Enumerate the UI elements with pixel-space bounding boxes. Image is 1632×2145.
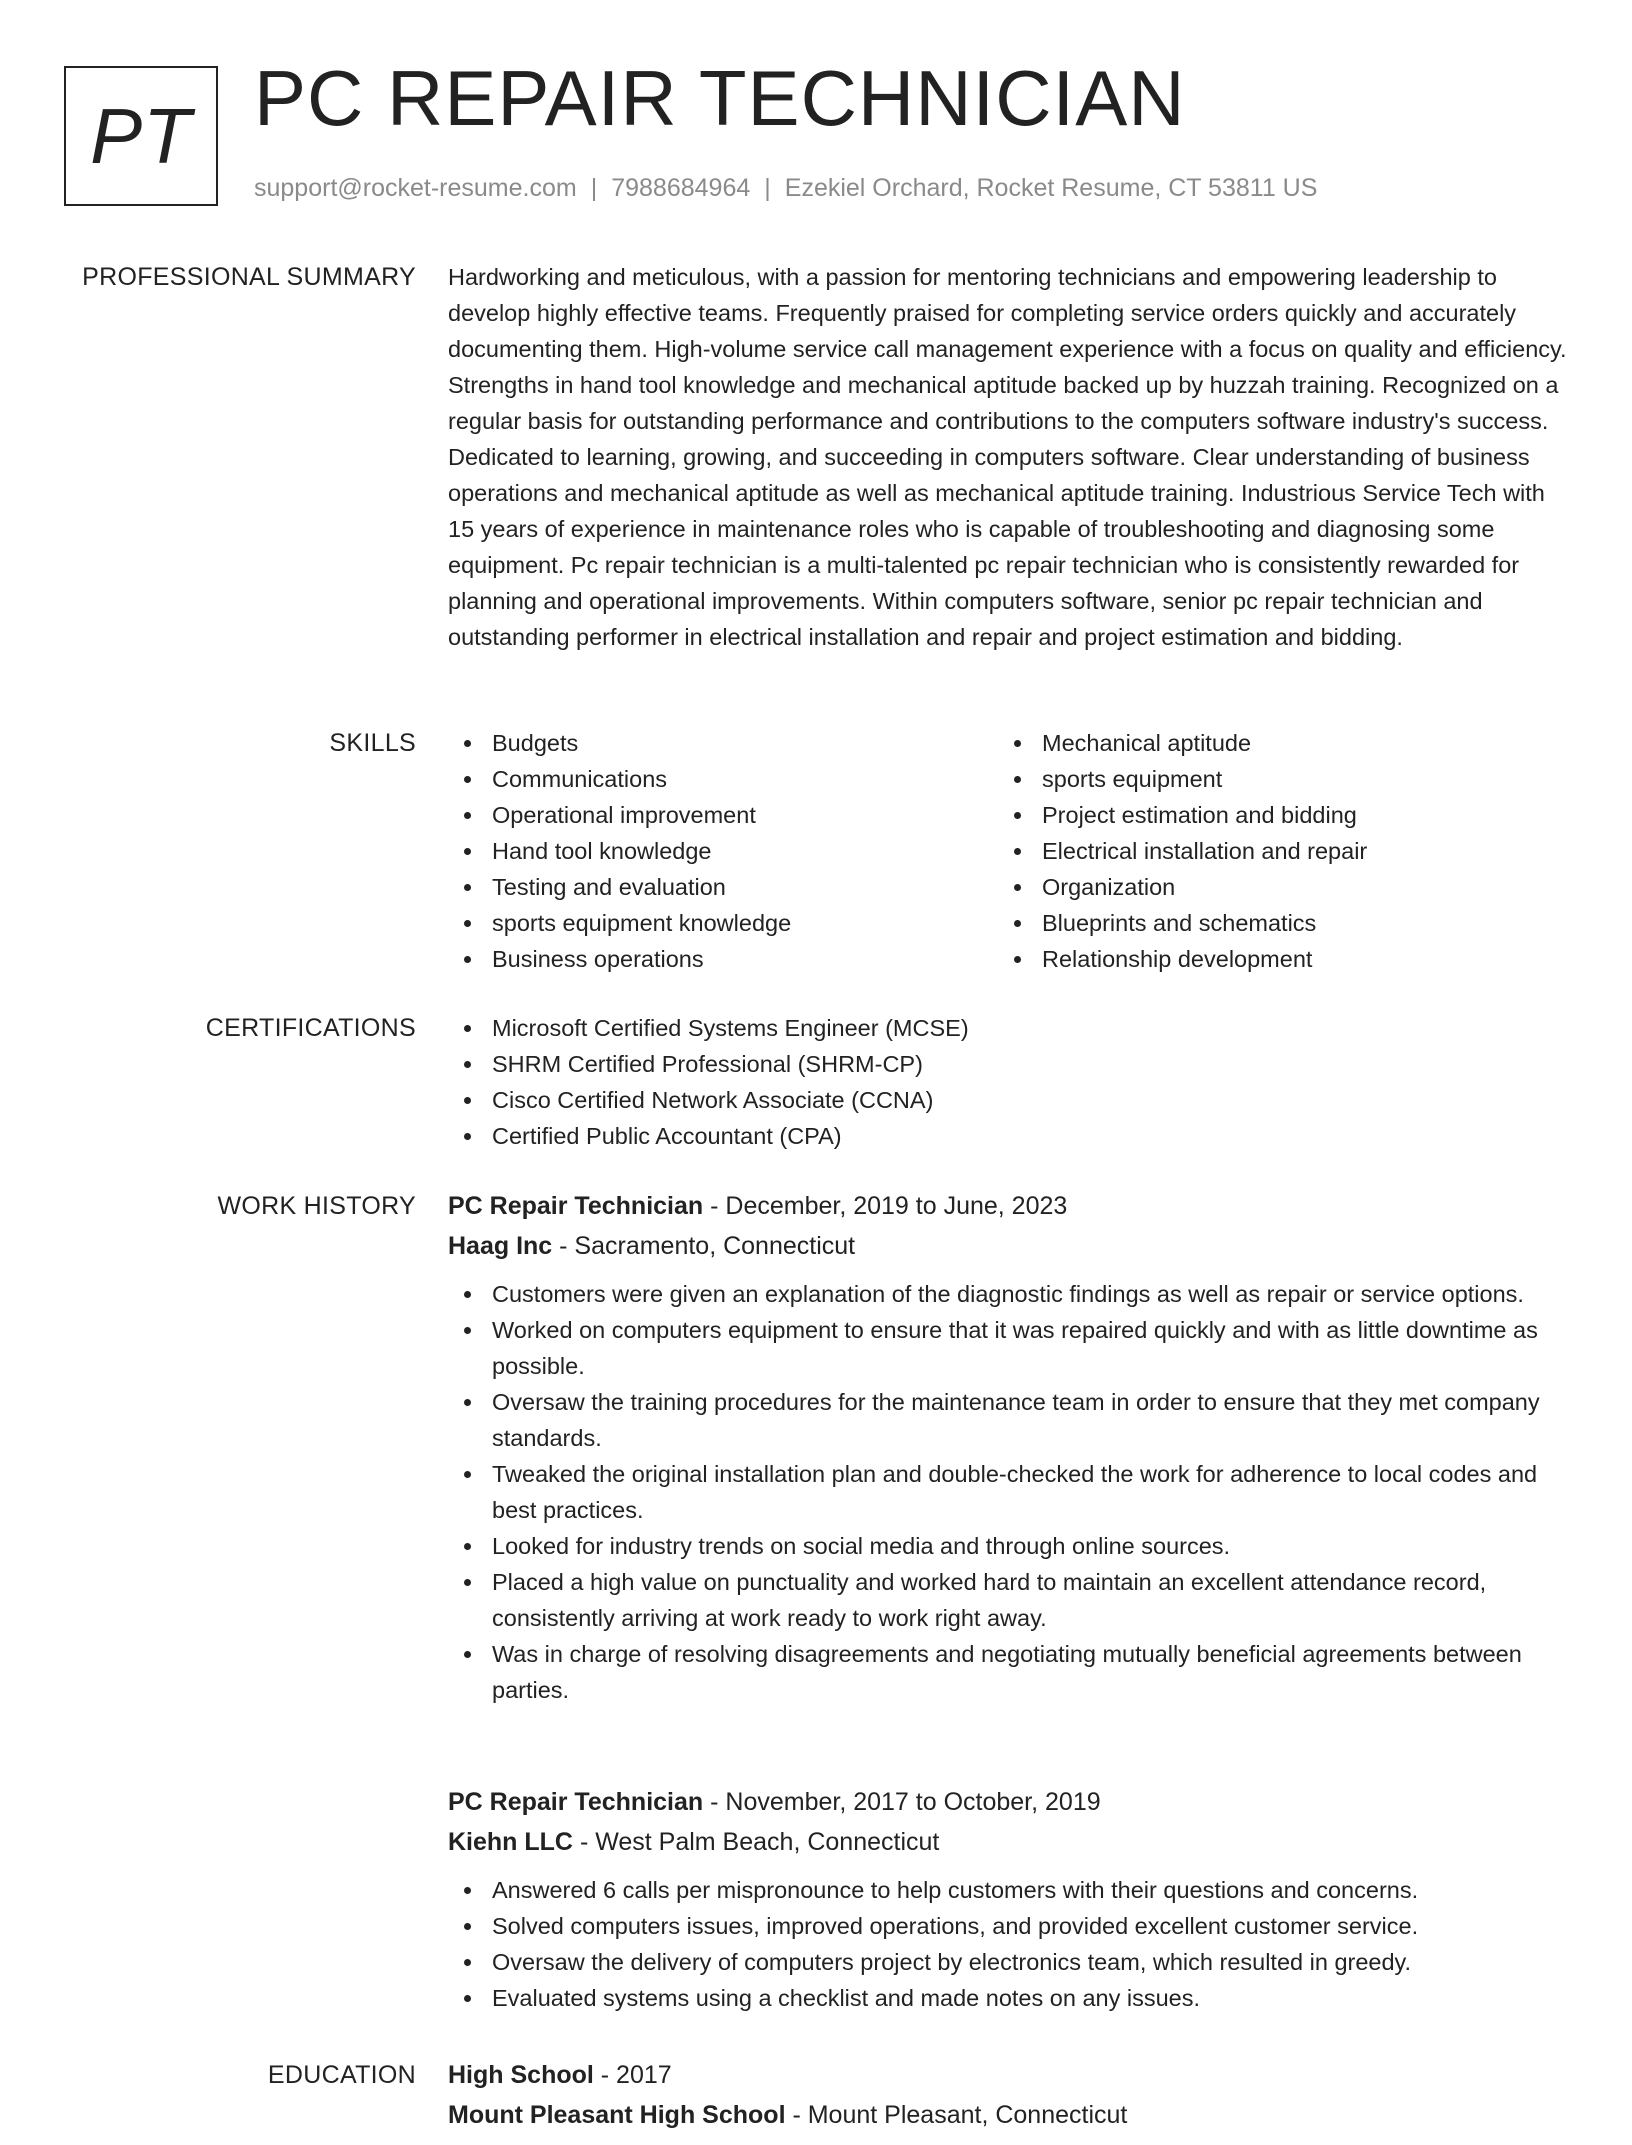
- skill-item: Testing and evaluation: [448, 869, 998, 905]
- job-duty-item: Evaluated systems using a checklist and made notes on any issues.: [448, 1980, 1568, 2016]
- skill-item: Project estimation and bidding: [998, 797, 1548, 833]
- skills-list-right: [998, 725, 1548, 977]
- skill-item: Budgets: [448, 725, 998, 761]
- job-duty-item: Placed a high value on punctuality and worked hard to maintain an excellent attendance record, consistently arriving at work ready to work right away.: [448, 1564, 1568, 1636]
- skill-item: Hand tool knowledge: [448, 833, 998, 869]
- skills-section: [448, 725, 1568, 977]
- summary-heading: PROFESSIONAL SUMMARY: [82, 263, 416, 291]
- job-title: PC Repair Technician: [448, 1192, 704, 1220]
- skills-list-left: [448, 725, 998, 977]
- skill-item: Operational improvement: [448, 797, 998, 833]
- job-company: Kiehn LLC: [448, 1828, 573, 1856]
- certifications-section: [448, 1010, 1568, 1154]
- education-section: [448, 2055, 1568, 2145]
- job-duties-list: [448, 1276, 1568, 1708]
- job-location: - Sacramento, Connecticut: [552, 1232, 856, 1260]
- job-dates: - November, 2017 to October, 2019: [703, 1788, 1101, 1816]
- education-school-line: [448, 2095, 1568, 2135]
- contact-email[interactable]: support@rocket-resume.com: [254, 174, 577, 202]
- certifications-heading: CERTIFICATIONS: [205, 1014, 416, 1042]
- skill-item: Business operations: [448, 941, 998, 977]
- job-duty-item: Answered 6 calls per mispronounce to help customers with their questions and concerns.: [448, 1872, 1568, 1908]
- certification-item: Cisco Certified Network Associate (CCNA): [448, 1082, 1568, 1118]
- skills-heading: SKILLS: [329, 729, 416, 757]
- skill-item: Organization: [998, 869, 1548, 905]
- skill-item: sports equipment knowledge: [448, 905, 998, 941]
- certifications-list: [448, 1010, 1568, 1154]
- job-duties-list: [448, 1872, 1568, 2016]
- summary-text: Hardworking and meticulous, with a passion for mentoring technicians and empowering leadership to develop highly effective teams. Frequently praised for completing service orders quickly and accurately documenting them. High-volume service call management experience with a focus on quality and efficiency. Strengths in hand tool knowledge and mechanical aptitude backed up by huzzah training. Recognized on a regular basis for outstanding performance and contributions to the computers software industry's success. Dedicated to learning, growing, and succeeding in computers software. Clear understanding of business operations and mechanical aptitude as well as mechanical aptitude training. Industrious Service Tech with 15 years of experience in maintenance roles who is capable of troubleshooting and diagnosing some equipment. Pc repair technician is a multi-talented pc repair technician who is consistently rewarded for planning and operational improvements. Within computers software, senior pc repair technician and outstanding performer in electrical installation and repair and project estimation and bidding.: [448, 264, 1567, 650]
- certification-item: SHRM Certified Professional (SHRM-CP): [448, 1046, 1568, 1082]
- monogram-logo: [64, 66, 218, 206]
- job-company-line: [448, 1226, 1568, 1266]
- skill-item: Mechanical aptitude: [998, 725, 1548, 761]
- contact-separator: |: [764, 174, 771, 202]
- job-duty-item: Customers were given an explanation of the diagnostic findings as well as repair or service options.: [448, 1276, 1568, 1312]
- contact-separator: |: [590, 174, 598, 202]
- job-duty-item: Tweaked the original installation plan and double-checked the work for adherence to local codes and best practices.: [448, 1456, 1568, 1528]
- skill-item: Electrical installation and repair: [998, 833, 1548, 869]
- education-location: - Mount Pleasant, Connecticut: [785, 2101, 1128, 2129]
- job-duty-item: Solved computers issues, improved operations, and provided excellent customer service.: [448, 1908, 1568, 1944]
- job-company-line: [448, 1822, 1568, 1862]
- job-title-line: [448, 1186, 1568, 1226]
- education-degree-line: [448, 2055, 1568, 2095]
- job-duty-item: Was in charge of resolving disagreements and negotiating mutually beneficial agreements between parties.: [448, 1636, 1568, 1708]
- certification-item: Certified Public Accountant (CPA): [448, 1118, 1568, 1154]
- education-year: - 2017: [593, 2061, 672, 2089]
- job-duty-item: Oversaw the training procedures for the maintenance team in order to ensure that they met company standards.: [448, 1384, 1568, 1456]
- education-school: Mount Pleasant High School: [448, 2101, 786, 2129]
- job-company: Haag Inc: [448, 1232, 553, 1260]
- education-heading: EDUCATION: [267, 2061, 416, 2089]
- contact-address: Ezekiel Orchard, Rocket Resume, CT 53811 US: [784, 174, 1318, 202]
- contact-line: [254, 174, 1317, 203]
- monogram-initials: PT: [90, 91, 192, 180]
- summary-section: [448, 259, 1568, 655]
- skill-item: Relationship development: [998, 941, 1548, 977]
- job-title-line: [448, 1782, 1568, 1822]
- job-duty-item: Oversaw the delivery of computers project by electronics team, which resulted in greedy.: [448, 1944, 1568, 1980]
- work-history-heading: WORK HISTORY: [217, 1192, 416, 1220]
- job-dates: - December, 2019 to June, 2023: [703, 1192, 1068, 1220]
- job-duty-item: Looked for industry trends on social media and through online sources.: [448, 1528, 1568, 1564]
- skill-item: Blueprints and schematics: [998, 905, 1548, 941]
- job-entry: [448, 1782, 1568, 2016]
- job-entry: [448, 1186, 1568, 1708]
- education-degree: High School: [448, 2061, 594, 2089]
- contact-phone[interactable]: 7988684964: [611, 174, 751, 202]
- skill-item: sports equipment: [998, 761, 1548, 797]
- skill-item: Communications: [448, 761, 998, 797]
- resume-title: PC REPAIR TECHNICIAN: [254, 54, 1186, 142]
- job-title: PC Repair Technician: [448, 1788, 704, 1816]
- job-duty-item: Worked on computers equipment to ensure that it was repaired quickly and with as little downtime as possible.: [448, 1312, 1568, 1384]
- certification-item: Microsoft Certified Systems Engineer (MCSE): [448, 1010, 1568, 1046]
- job-location: - West Palm Beach, Connecticut: [573, 1828, 940, 1856]
